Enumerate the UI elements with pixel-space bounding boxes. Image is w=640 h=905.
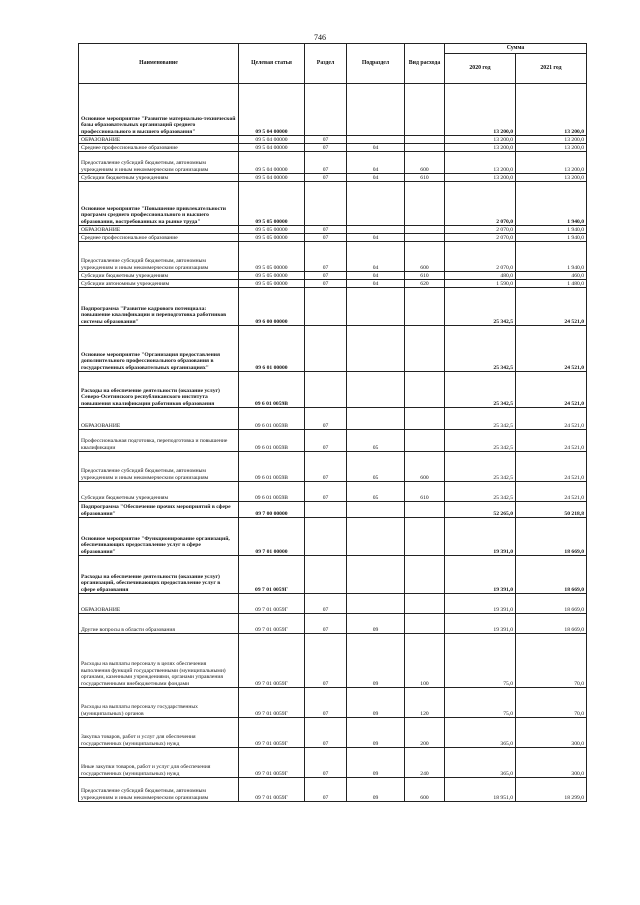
cell-subsection: 04	[347, 234, 405, 242]
cell-name: Субсидии бюджетным учреждениям	[79, 482, 239, 502]
cell-subsection	[347, 502, 405, 518]
cell-subsection	[347, 372, 405, 408]
cell-section: 07	[305, 272, 347, 280]
cell-target: 09 6 01 0059В	[239, 430, 305, 452]
cell-name: Другие вопросы в области образования	[79, 614, 239, 634]
table-row	[79, 634, 587, 688]
cell-name: Субсидии бюджетным учреждениям	[79, 272, 239, 280]
cell-expense-type	[405, 518, 445, 556]
cell-2020: 13 200,0	[445, 136, 516, 144]
cell-target: 09 7 01 00000	[239, 518, 305, 556]
cell-name: Субсидии бюджетным учреждениям	[79, 174, 239, 182]
cell-2020: 25 342,5	[445, 326, 516, 372]
table-row	[79, 152, 587, 174]
table-row	[79, 452, 587, 482]
cell-2021: 1 940,0	[516, 226, 587, 234]
cell-section	[305, 182, 347, 226]
cell-target: 09 6 01 0059В	[239, 372, 305, 408]
cell-2021: 460,0	[516, 272, 587, 280]
header-2021: 2021 год	[516, 54, 587, 84]
cell-2020: 75,0	[445, 688, 516, 718]
cell-target: 09 7 01 0059Г	[239, 688, 305, 718]
cell-2021: 300,0	[516, 718, 587, 748]
cell-target: 09 7 00 00000	[239, 502, 305, 518]
table-row	[79, 614, 587, 634]
cell-target: 09 5 04 00000	[239, 152, 305, 174]
cell-2020: 19 391,0	[445, 556, 516, 594]
cell-subsection	[347, 226, 405, 234]
cell-name: ОБРАЗОВАНИЕ	[79, 226, 239, 234]
table-row	[79, 408, 587, 430]
cell-2021: 1 480,0	[516, 280, 587, 288]
cell-target: 09 7 01 0059Г	[239, 614, 305, 634]
cell-2020: 365,0	[445, 748, 516, 778]
cell-section: 07	[305, 748, 347, 778]
cell-2020: 75,0	[445, 634, 516, 688]
budget-table	[78, 43, 587, 802]
cell-expense-type	[405, 326, 445, 372]
header-expense-type: Вид расхода	[405, 44, 445, 84]
cell-name: Закупка товаров, работ и услуг для обеспечения государственных (муниципальных) нужд	[79, 718, 239, 748]
cell-target: 09 7 01 0059Г	[239, 718, 305, 748]
cell-section: 07	[305, 688, 347, 718]
cell-2021: 50 218,8	[516, 502, 587, 518]
cell-2021: 18 669,0	[516, 594, 587, 614]
cell-2021: 70,0	[516, 634, 587, 688]
cell-expense-type	[405, 226, 445, 234]
cell-expense-type	[405, 372, 445, 408]
cell-target: 09 6 01 0059В	[239, 482, 305, 502]
cell-subsection	[347, 84, 405, 136]
cell-expense-type: 600	[405, 242, 445, 272]
cell-2020: 52 265,0	[445, 502, 516, 518]
cell-name: ОБРАЗОВАНИЕ	[79, 136, 239, 144]
cell-subsection: 05	[347, 430, 405, 452]
cell-name: Среднее профессиональное образование	[79, 144, 239, 152]
cell-expense-type: 120	[405, 688, 445, 718]
table-row	[79, 430, 587, 452]
table-row	[79, 242, 587, 272]
cell-target: 09 7 01 0059Г	[239, 594, 305, 614]
table-row	[79, 778, 587, 802]
cell-target: 09 5 05 00000	[239, 242, 305, 272]
cell-section: 07	[305, 718, 347, 748]
cell-subsection	[347, 556, 405, 594]
table-row	[79, 272, 587, 280]
cell-name: Среднее профессиональное образование	[79, 234, 239, 242]
cell-name: Предоставление субсидий бюджетным, автономным учреждениям и иным некоммерческим организациям	[79, 242, 239, 272]
cell-target: 09 5 04 00000	[239, 144, 305, 152]
cell-2021: 1 940,0	[516, 182, 587, 226]
cell-2021: 13 200,0	[516, 144, 587, 152]
cell-2020: 13 200,0	[445, 174, 516, 182]
table-row	[79, 288, 587, 326]
cell-name: ОБРАЗОВАНИЕ	[79, 594, 239, 614]
cell-target: 09 6 01 0059В	[239, 408, 305, 430]
page-number: 746	[314, 33, 326, 42]
table-header	[79, 44, 587, 84]
cell-subsection	[347, 326, 405, 372]
cell-subsection: 04	[347, 272, 405, 280]
cell-2021: 13 200,0	[516, 84, 587, 136]
cell-target: 09 5 04 00000	[239, 84, 305, 136]
header-sum: Сумма	[445, 44, 587, 54]
cell-name: Предоставление субсидий бюджетным, автономным учреждениям и иным некоммерческим организациям	[79, 778, 239, 802]
table-row	[79, 234, 587, 242]
cell-section: 07	[305, 152, 347, 174]
cell-expense-type: 620	[405, 280, 445, 288]
cell-section	[305, 326, 347, 372]
table-row	[79, 594, 587, 614]
cell-target: 09 6 01 00000	[239, 326, 305, 372]
cell-target: 09 5 04 00000	[239, 136, 305, 144]
cell-2020: 2 070,0	[445, 242, 516, 272]
cell-section: 07	[305, 234, 347, 242]
cell-expense-type: 200	[405, 718, 445, 748]
cell-subsection: 04	[347, 144, 405, 152]
cell-name: Расходы на обеспечение деятельности (оказание услуг) Северо-Осетинского республиканского института повышения квалификации работников образования	[79, 372, 239, 408]
cell-2020: 25 342,5	[445, 482, 516, 502]
header-section: Раздел	[305, 44, 347, 84]
cell-2020: 13 200,0	[445, 84, 516, 136]
table-row	[79, 280, 587, 288]
cell-section: 07	[305, 594, 347, 614]
cell-expense-type	[405, 594, 445, 614]
cell-subsection: 09	[347, 614, 405, 634]
cell-2020: 480,0	[445, 272, 516, 280]
cell-2020: 1 590,0	[445, 280, 516, 288]
cell-expense-type	[405, 182, 445, 226]
cell-2020: 19 391,0	[445, 518, 516, 556]
cell-2021: 18 669,0	[516, 556, 587, 594]
cell-section	[305, 556, 347, 594]
cell-expense-type: 600	[405, 152, 445, 174]
cell-2020: 25 342,5	[445, 430, 516, 452]
cell-name: Основное мероприятие "Повышение привлекательности программ среднего профессионального и высшего образования, востребованных на рынке труда"	[79, 182, 239, 226]
cell-2021: 18 669,0	[516, 518, 587, 556]
cell-subsection: 05	[347, 452, 405, 482]
cell-expense-type: 610	[405, 174, 445, 182]
cell-target: 09 6 00 00000	[239, 288, 305, 326]
cell-expense-type	[405, 614, 445, 634]
table-row	[79, 482, 587, 502]
cell-2020: 25 342,5	[445, 288, 516, 326]
cell-name: Профессиональная подготовка, переподготовка и повышение квалификации	[79, 430, 239, 452]
cell-name: Иные закупки товаров, работ и услуг для обеспечения государственных (муниципальных) нужд	[79, 748, 239, 778]
cell-expense-type	[405, 502, 445, 518]
cell-section: 07	[305, 136, 347, 144]
cell-2021: 300,0	[516, 748, 587, 778]
cell-2020: 2 070,0	[445, 226, 516, 234]
cell-2021: 24 521,0	[516, 430, 587, 452]
cell-expense-type: 100	[405, 634, 445, 688]
cell-2021: 13 200,0	[516, 174, 587, 182]
cell-subsection: 04	[347, 174, 405, 182]
table-row	[79, 326, 587, 372]
cell-subsection: 09	[347, 634, 405, 688]
header-subsection: Подраздел	[347, 44, 405, 84]
cell-target: 09 5 05 00000	[239, 280, 305, 288]
cell-section	[305, 502, 347, 518]
table-row	[79, 688, 587, 718]
cell-expense-type	[405, 144, 445, 152]
cell-section: 07	[305, 226, 347, 234]
cell-target: 09 5 05 00000	[239, 182, 305, 226]
cell-2020: 25 342,5	[445, 372, 516, 408]
cell-name: Предоставление субсидий бюджетным, автономным учреждениям и иным некоммерческим организациям	[79, 152, 239, 174]
cell-section: 07	[305, 144, 347, 152]
cell-2020: 2 070,0	[445, 234, 516, 242]
header-target: Целевая статья	[239, 44, 305, 84]
cell-subsection	[347, 182, 405, 226]
cell-section: 07	[305, 614, 347, 634]
cell-subsection: 09	[347, 718, 405, 748]
cell-2020: 18 951,0	[445, 778, 516, 802]
cell-2021: 24 521,0	[516, 452, 587, 482]
cell-expense-type	[405, 556, 445, 594]
cell-2021: 24 521,0	[516, 482, 587, 502]
cell-2020: 365,0	[445, 718, 516, 748]
cell-expense-type: 610	[405, 272, 445, 280]
cell-name: Подпрограмма "Обеспечение прочих мероприятий в сфере образования"	[79, 502, 239, 518]
cell-2021: 24 521,0	[516, 288, 587, 326]
cell-2020: 13 200,0	[445, 152, 516, 174]
cell-2020: 13 200,0	[445, 144, 516, 152]
cell-target: 09 5 04 00000	[239, 174, 305, 182]
cell-2020: 25 342,5	[445, 408, 516, 430]
cell-target: 09 7 01 0059Г	[239, 634, 305, 688]
cell-target: 09 5 05 00000	[239, 272, 305, 280]
cell-target: 09 5 05 00000	[239, 226, 305, 234]
cell-expense-type: 610	[405, 482, 445, 502]
cell-2021: 24 521,0	[516, 408, 587, 430]
cell-subsection	[347, 408, 405, 430]
cell-expense-type	[405, 84, 445, 136]
cell-2021: 18 299,0	[516, 778, 587, 802]
cell-name: Расходы на выплаты персоналу в целях обеспечения выполнения функций государственными (муниципальными) органами, казенными учреждениями, органами управления государственными внебюджетными фондами	[79, 634, 239, 688]
cell-name: Подпрограмма "Развитие кадрового потенциала: повышение квалификации и переподготовка работников системы образования"	[79, 288, 239, 326]
table-row	[79, 144, 587, 152]
cell-expense-type: 600	[405, 778, 445, 802]
header-name: Наименование	[79, 44, 239, 84]
cell-name: Расходы на выплаты персоналу государственных (муниципальных) органов	[79, 688, 239, 718]
cell-expense-type	[405, 288, 445, 326]
cell-name: Субсидии автономным учреждениям	[79, 280, 239, 288]
table-row	[79, 502, 587, 518]
table-row	[79, 136, 587, 144]
cell-name: Основное мероприятие "Организация предоставления дополнительного профессионального образования в государственных образовательных организациях"	[79, 326, 239, 372]
cell-section: 07	[305, 408, 347, 430]
cell-2020: 19 391,0	[445, 614, 516, 634]
cell-section: 07	[305, 778, 347, 802]
cell-expense-type: 240	[405, 748, 445, 778]
cell-target: 09 5 05 00000	[239, 234, 305, 242]
cell-name: Основное мероприятие "Развитие материально-технической базы образовательных организаций среднего профессионального и высшего образования"	[79, 84, 239, 136]
cell-section	[305, 84, 347, 136]
cell-subsection: 04	[347, 242, 405, 272]
cell-section: 07	[305, 242, 347, 272]
table-row	[79, 718, 587, 748]
cell-name: Расходы на обеспечение деятельности (оказание услуг) организаций, обеспечивающих предоставление услуг в сфере образования	[79, 556, 239, 594]
table-row	[79, 748, 587, 778]
cell-name: Основное мероприятие "Функционирование организаций, обеспечивающих предоставление услуг в сфере образования"	[79, 518, 239, 556]
cell-2021: 18 669,0	[516, 614, 587, 634]
cell-2021: 1 940,0	[516, 234, 587, 242]
cell-subsection	[347, 518, 405, 556]
cell-target: 09 7 01 0059Г	[239, 778, 305, 802]
cell-section: 07	[305, 452, 347, 482]
cell-section	[305, 518, 347, 556]
cell-section: 07	[305, 174, 347, 182]
cell-subsection: 09	[347, 748, 405, 778]
header-2020: 2020 год	[445, 54, 516, 84]
table-row	[79, 84, 587, 136]
table-row	[79, 226, 587, 234]
cell-target: 09 6 01 0059В	[239, 452, 305, 482]
table-row	[79, 174, 587, 182]
cell-2021: 24 521,0	[516, 372, 587, 408]
cell-subsection: 09	[347, 688, 405, 718]
cell-section: 07	[305, 430, 347, 452]
cell-subsection: 04	[347, 280, 405, 288]
cell-2021: 70,0	[516, 688, 587, 718]
table-row	[79, 372, 587, 408]
table-body	[79, 84, 587, 802]
cell-expense-type	[405, 408, 445, 430]
cell-name: Предоставление субсидий бюджетным, автономным учреждениям и иным некоммерческим организациям	[79, 452, 239, 482]
cell-subsection: 04	[347, 152, 405, 174]
cell-section	[305, 372, 347, 408]
cell-2021: 1 940,0	[516, 242, 587, 272]
cell-target: 09 7 01 0059Г	[239, 556, 305, 594]
cell-2021: 13 200,0	[516, 152, 587, 174]
cell-expense-type	[405, 234, 445, 242]
cell-subsection	[347, 136, 405, 144]
cell-subsection	[347, 288, 405, 326]
cell-section: 07	[305, 280, 347, 288]
cell-subsection	[347, 594, 405, 614]
cell-expense-type	[405, 430, 445, 452]
cell-2020: 19 391,0	[445, 594, 516, 614]
cell-target: 09 7 01 0059Г	[239, 748, 305, 778]
cell-2021: 13 200,0	[516, 136, 587, 144]
cell-2020: 2 070,0	[445, 182, 516, 226]
cell-2021: 24 521,0	[516, 326, 587, 372]
cell-section: 07	[305, 634, 347, 688]
cell-expense-type	[405, 136, 445, 144]
cell-subsection: 09	[347, 778, 405, 802]
table-row	[79, 518, 587, 556]
cell-subsection: 05	[347, 482, 405, 502]
cell-expense-type: 600	[405, 452, 445, 482]
cell-2020: 25 342,5	[445, 452, 516, 482]
cell-section: 07	[305, 482, 347, 502]
cell-section	[305, 288, 347, 326]
table-row	[79, 182, 587, 226]
cell-name: ОБРАЗОВАНИЕ	[79, 408, 239, 430]
table-row	[79, 556, 587, 594]
